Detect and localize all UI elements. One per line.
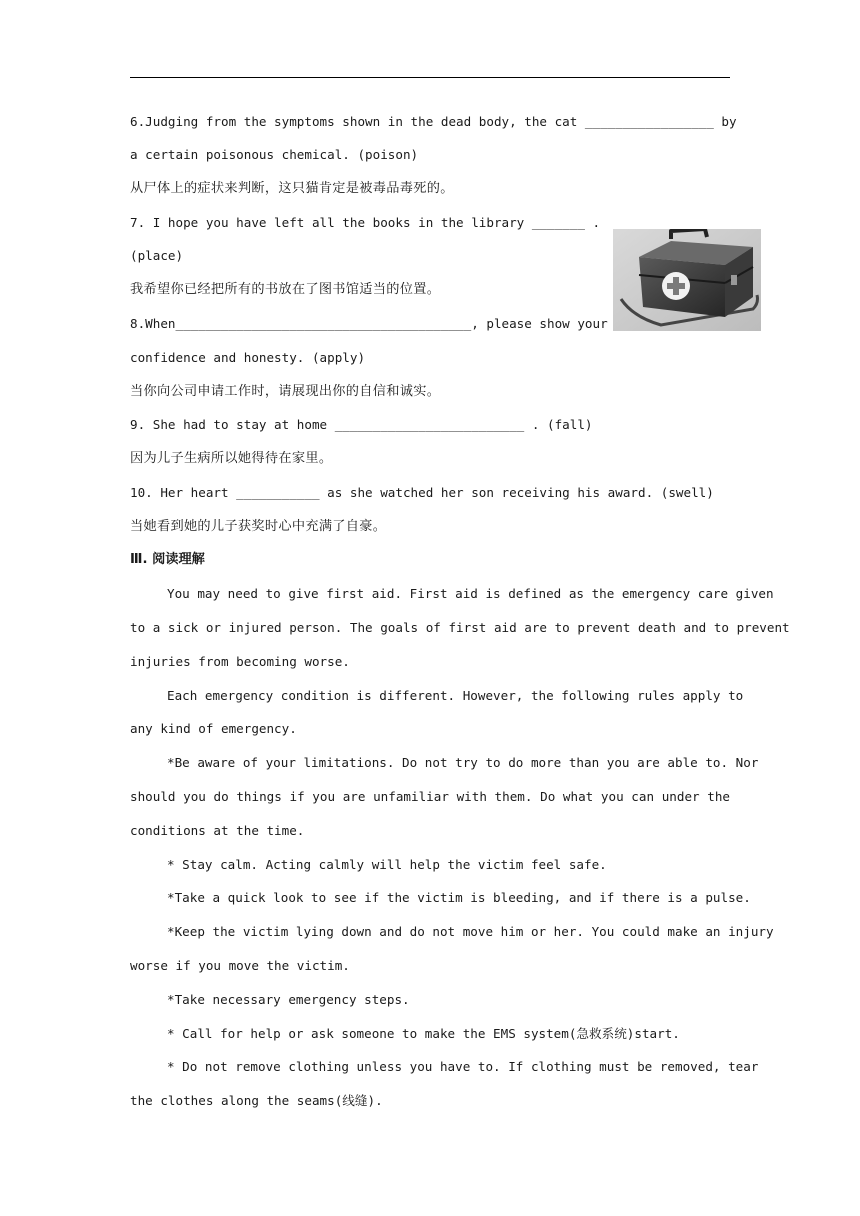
rule7-line1: * Do not remove clothing unless you have to. If clothing must be removed, tear — [167, 1059, 759, 1074]
rule2: * Stay calm. Acting calmly will help the victim feel safe. — [167, 857, 607, 872]
rule1-line3: conditions at the time. — [130, 823, 305, 838]
section-heading: Ⅲ. 阅读理解 — [130, 552, 205, 567]
rule3: *Take a quick look to see if the victim is bleeding, and if there is a pulse. — [167, 890, 751, 905]
q9-line1: 9. She had to stay at home _________________________ . (fall) — [130, 417, 593, 432]
rule5: *Take necessary emergency steps. — [167, 992, 410, 1007]
para2-line2: any kind of emergency. — [130, 721, 297, 736]
q7-translation: 我希望你已经把所有的书放在了图书馆适当的位置。 — [130, 282, 441, 297]
rule4-line2: worse if you move the victim. — [130, 958, 350, 973]
rule7-line2: the clothes along the seams(线缝). — [130, 1093, 383, 1108]
rule1-line1: *Be aware of your limitations. Do not try to do more than you are able to. Nor — [167, 755, 759, 770]
q7-line2: (place) — [130, 248, 184, 263]
q8-translation: 当你向公司申请工作时，请展现出你的自信和诚实。 — [130, 384, 441, 399]
header-rule — [130, 77, 730, 78]
q8-line2: confidence and honesty. (apply) — [130, 350, 366, 365]
rule1-line2: should you do things if you are unfamiliar with them. Do what you can under the — [130, 789, 730, 804]
q9-translation: 因为儿子生病所以她得待在家里。 — [130, 451, 333, 466]
rule4-line1: *Keep the victim lying down and do not move him or her. You could make an injury — [167, 924, 774, 939]
para1-line3: injuries from becoming worse. — [130, 654, 350, 669]
q10-translation: 当她看到她的儿子获奖时心中充满了自豪。 — [130, 519, 387, 534]
q10-line1: 10. Her heart ___________ as she watched her son receiving his award. (swell) — [130, 485, 714, 500]
para2-line1: Each emergency condition is different. However, the following rules apply to — [167, 688, 744, 703]
para1-line1: You may need to give first aid. First aid is defined as the emergency care given — [167, 586, 774, 601]
q8-line1: 8.When_______________________________________, please show your — [130, 316, 608, 331]
para1-line2: to a sick or injured person. The goals of first aid are to prevent death and to prevent — [130, 620, 790, 635]
q7-line1: 7. I hope you have left all the books in the library _______ . — [130, 215, 601, 230]
rule6: * Call for help or ask someone to make the EMS system(急救系统)start. — [167, 1026, 680, 1041]
q6-line2: a certain poisonous chemical. (poison) — [130, 147, 419, 162]
q6-line1: 6.Judging from the symptoms shown in the dead body, the cat _________________ by — [130, 114, 737, 129]
q6-translation: 从尸体上的症状来判断，这只猫肯定是被毒品毒死的。 — [130, 181, 454, 196]
first-aid-kit-icon — [613, 229, 761, 331]
